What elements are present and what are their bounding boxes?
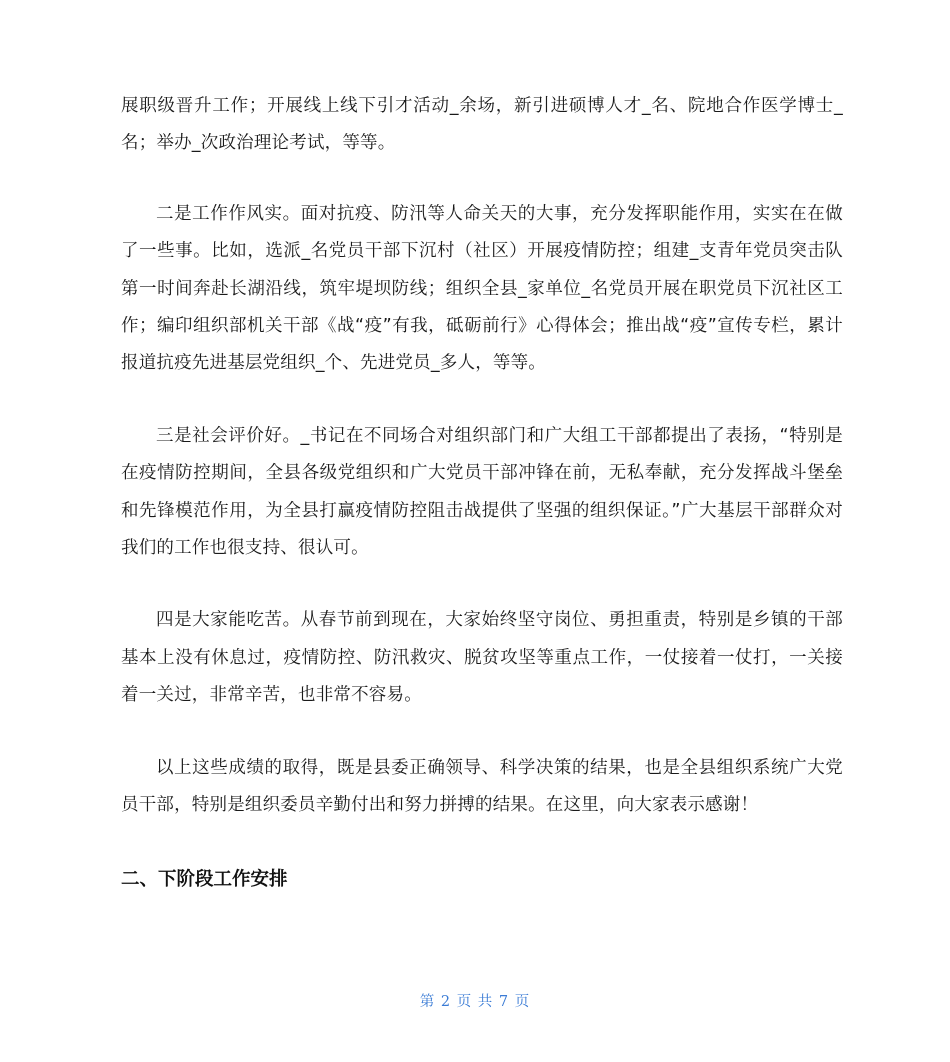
paragraph-social-evaluation: 三是社会评价好。_书记在不同场合对组织部门和广大组工干部都提出了表扬，“特别是在疫情防控期间，全县各级党组织和广大党员干部冲锋在前，无私奉献，充分发挥战斗堡垒和先锋模范作用，为全县打赢疫情防控阻击战提供了坚强的组织保证。”广大基层干部群众对我们的工作也很支持、很认可。: [121, 425, 843, 559]
paragraph-acknowledgement: 以上这些成绩的取得，既是县委正确领导、科学决策的结果，也是全县组织系统广大党员干部，特别是组织委员辛勤付出和努力拼搏的结果。在这里，向大家表示感谢！: [121, 757, 843, 816]
document-body: [121, 88, 843, 900]
paragraph-work-style: 二是工作作风实。面对抗疫、防汛等人命关天的大事，充分发挥职能作用，实实在在做了一些事。比如，选派_名党员干部下沉村（社区）开展疫情防控；组建_支青年党员突击队第一时间奔赴长湖沿线，筑牢堤坝防线；组织全县_家单位_名党员开展在职党员下沉社区工作；编印组织部机关干部《战“疫”有我，砥砺前行》心得体会；推出战“疫”宣传专栏，累计报道抗疫先进基层党组织_个、先进党员_多人，等等。: [121, 203, 843, 374]
page-number-footer: 第 2 页 共 7 页: [419, 994, 531, 1010]
section-heading: 二、下阶段工作安排: [121, 868, 288, 890]
paragraph-hard-work: 四是大家能吃苦。从春节前到现在，大家始终坚守岗位、勇担重责，特别是乡镇的干部基本上没有休息过，疫情防控、防汛救灾、脱贫攻坚等重点工作，一仗接着一仗打，一关接着一关过，非常辛苦，也非常不容易。: [121, 610, 843, 706]
paragraph-continuation: 展职级晋升工作；开展线上线下引才活动_余场，新引进硕博人才_名、院地合作医学博士_名；举办_次政治理论考试，等等。: [121, 96, 843, 154]
